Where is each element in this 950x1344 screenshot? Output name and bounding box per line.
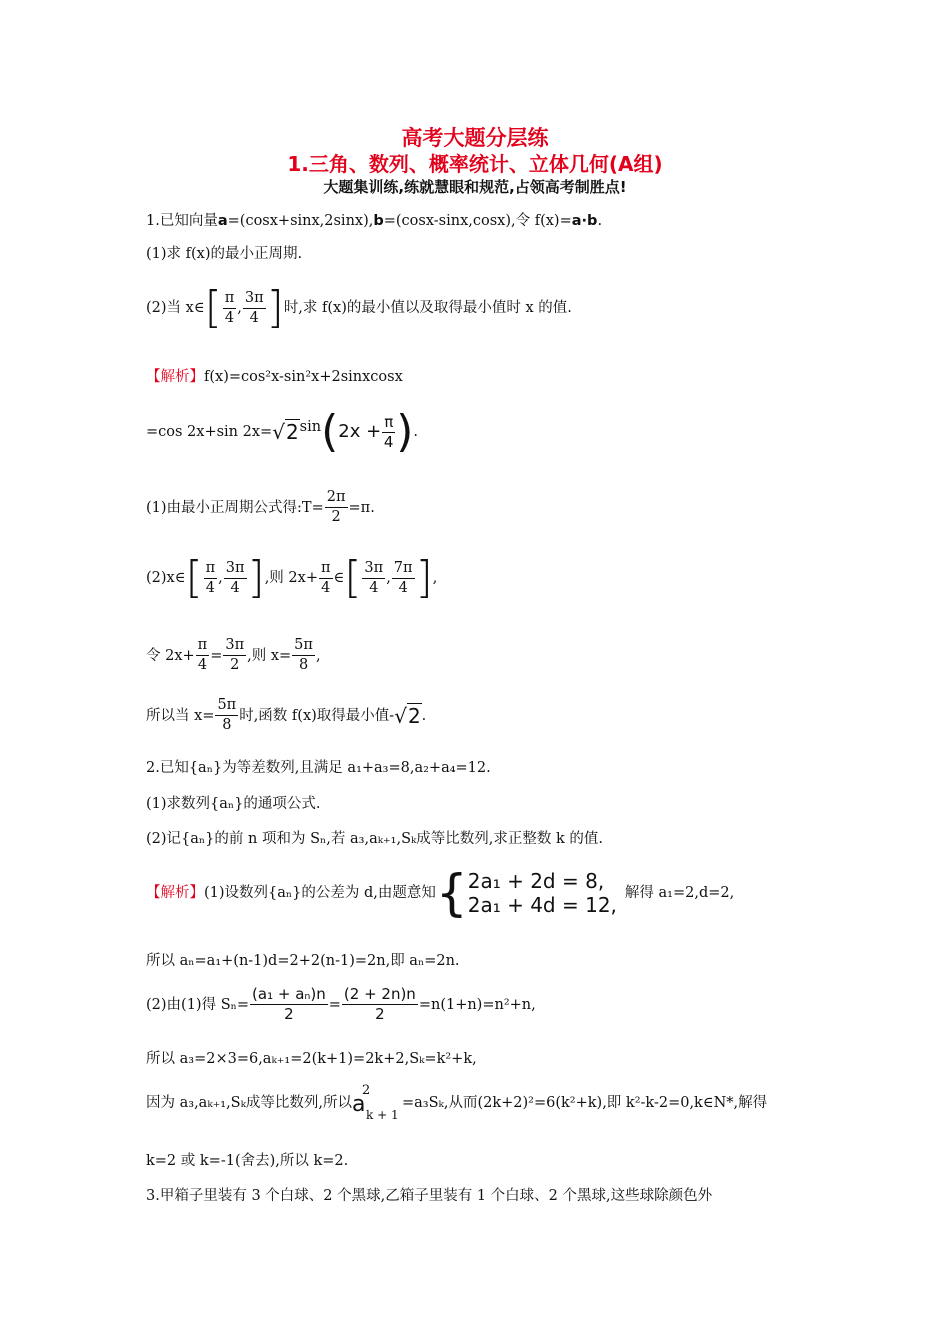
q2-solution-line1: 【解析】(1)设数列{aₙ}的公差为 d,由题意知{ 2a₁ + 2d = 8, 2a₁ + 4d = 12, 解得 a₁=2,d=2, xyxy=(146,864,735,922)
a-k-plus-1-squared: 2 a k + 1 xyxy=(352,1083,399,1122)
equation-system: 2a₁ + 2d = 8, 2a₁ + 4d = 12, xyxy=(467,869,617,917)
q1-solution-line1: 【解析】f(x)=cos²x-sin²x+2sinxcosx xyxy=(146,369,403,385)
sqrt-two: √2 xyxy=(272,420,299,444)
q1-solution-line2: =cos 2x+sin 2x=√2sin(2x + $\frac{\pi}{4}$ ). xyxy=(146,406,418,457)
q2-solution-line3: (2)由(1)得 Sₙ= $\frac{\text{(a₁ + aₙ)n}}{2}$ = $\frac{(2 + 2n)n}{2}$ =n(1+n)=n²+n, xyxy=(146,985,536,1023)
q2-stem: 2.已知{aₙ}为等差数列,且满足 a₁+a₃=8,a₂+a₄=12. xyxy=(146,760,491,776)
q2-solution-line4: 所以 a₃=2×3=6,aₖ₊₁=2(k+1)=2k+2,Sₖ=k²+k, xyxy=(146,1051,477,1067)
q1-solution-line4: (2)x∈[ $\frac{\pi}{4}$ , $\frac{3\pi}{4}$ ],则 2x+ $\frac{\pi}{4}$ ∈[ $\frac{3\pi}{4}$ , $\frac{7\pi}{4}$ ], xyxy=(146,552,438,603)
q1-solution-line5: 令 2x+ $\frac{\pi}{4}$ = $\frac{3\pi}{2}$ ,则 x= $\frac{5\pi}{8}$ , xyxy=(146,637,321,673)
q1-part2: (2)当 x∈[ $\frac{\pi}{4}$ , $\frac{3\pi}{4}$ ]时,求 f(x)的最小值以及取得最小值时 x 的值. xyxy=(146,282,572,333)
q3-stem: 3.甲箱子里装有 3 个白球、2 个黑球,乙箱子里装有 1 个白球、2 个黑球,这些球除颜色外 xyxy=(146,1188,713,1204)
q2-solution-line6: k=2 或 k=-1(舍去),所以 k=2. xyxy=(146,1153,349,1169)
doc-tagline: 大题集训练,练就慧眼和规范,占领高考制胜点! xyxy=(323,178,627,196)
analysis-tag: 【解析】 xyxy=(146,885,204,901)
q2-part1: (1)求数列{aₙ}的通项公式. xyxy=(146,796,321,812)
q2-solution-line2: 所以 aₙ=a₁+(n-1)d=2+2(n-1)=2n,即 aₙ=2n. xyxy=(146,953,460,969)
q1-solution-line6: 所以当 x= $\frac{5\pi}{8}$ 时,函数 f(x)取得最小值-√2. xyxy=(146,697,427,733)
q1-solution-line3: (1)由最小正周期公式得:T= $\frac{2\pi}{2}$ =π. xyxy=(146,489,375,525)
q2-part2: (2)记{aₙ}的前 n 项和为 Sₙ,若 a₃,aₖ₊₁,Sₖ成等比数列,求正整数 k 的值. xyxy=(146,831,604,847)
doc-title: 高考大题分层练 xyxy=(401,126,549,150)
q1-stem: 1.已知向量a=(cosx+sinx,2sinx),b=(cosx-sinx,cosx),令 f(x)=a·b. xyxy=(146,213,603,229)
analysis-tag: 【解析】 xyxy=(146,369,204,385)
q2-solution-line5: 因为 a₃,aₖ₊₁,Sₖ成等比数列,所以 2 a k + 1 =a₃Sₖ,从而(2k+2)²=6(k²+k),即 k²-k-2=0,k∈N*,解得 xyxy=(146,1083,768,1122)
q1-part1: (1)求 f(x)的最小正周期. xyxy=(146,246,303,262)
doc-subtitle: 1.三角、数列、概率统计、立体几何(A组) xyxy=(287,152,663,176)
